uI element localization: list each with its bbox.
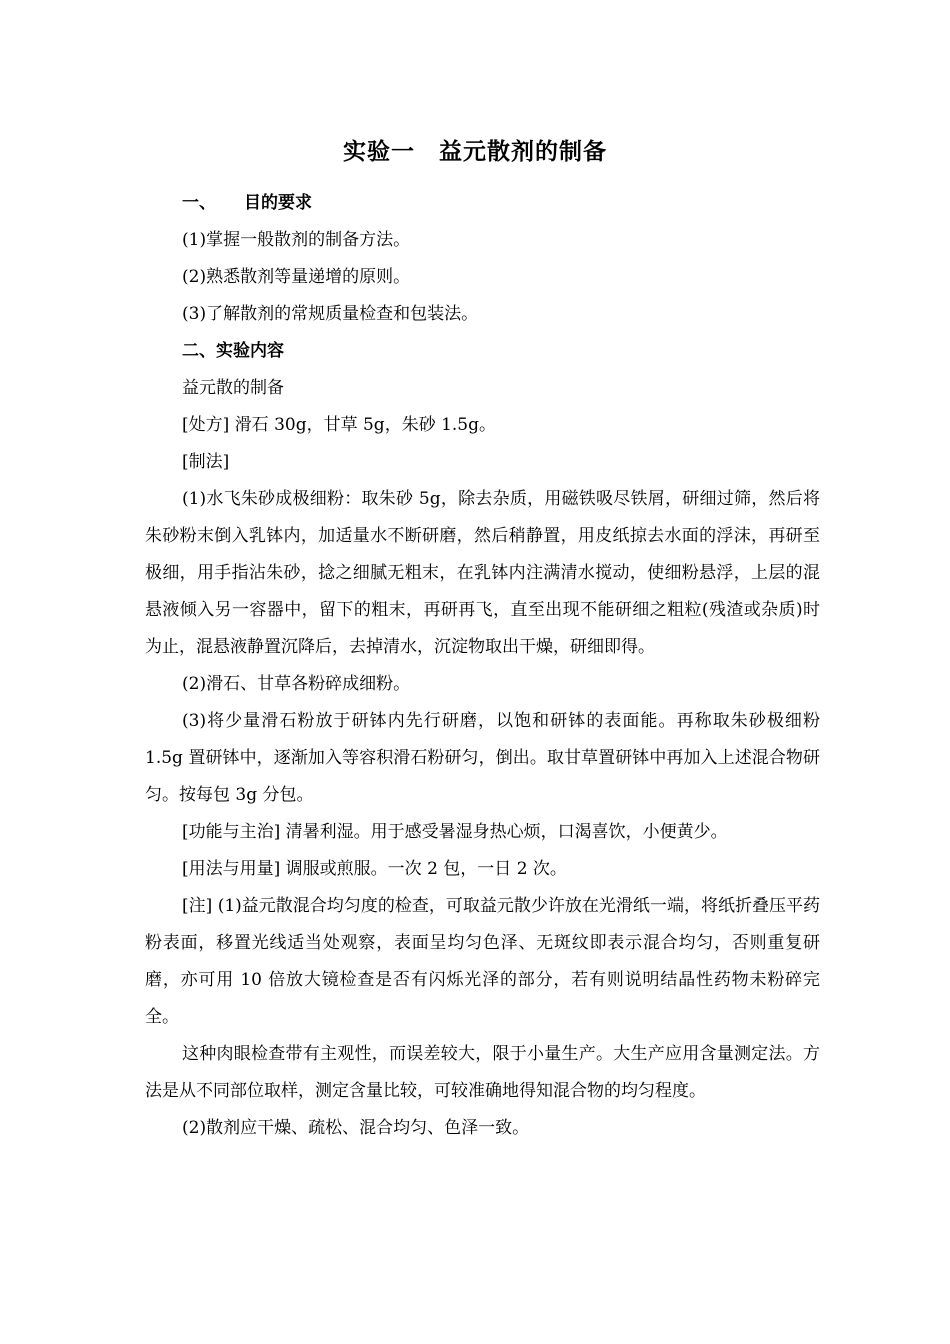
objective-item: (2)熟悉散剂等量递增的原则。 <box>182 267 411 287</box>
preparation-subtitle: 益元散的制备 <box>182 378 284 398</box>
section-heading-objectives <box>145 185 820 222</box>
note-paragraph: [注] (1)益元散混合均匀度的检查，可取益元散少许放在光滑纸一端，将纸折叠压平药粉表面，移置光线适当处观察，表面呈均匀色泽、无斑纹即表示混合均匀，否则重复研磨，亦可用 10 倍放大镜检查是否有闪烁光泽的部分，若有则说明结晶性药物未粉碎完全。 <box>145 896 820 1027</box>
objective-item: (3)了解散剂的常规质量检查和包装法。 <box>182 304 479 324</box>
method-label: [制法] <box>182 452 230 472</box>
method-step: (3)将少量滑石粉放于研钵内先行研磨，以饱和研钵的表面能。再称取朱砂极细粉 1.5g 置研钵中，逐渐加入等容积滑石粉研匀，倒出。取甘草置研钵中再加入上述混合物研匀。按每包 3g 分包。 <box>145 711 820 805</box>
function-indication: [功能与主治] 清暑利湿。用于感受暑湿身热心烦，口渴喜饮，小便黄少。 <box>182 822 728 842</box>
usage-dosage: [用法与用量] 调服或煎服。一次 2 包，一日 2 次。 <box>182 859 567 879</box>
note-paragraph: 这种肉眼检查带有主观性，而误差较大，限于小量生产。大生产应用含量测定法。方法是从不同部位取样，测定含量比较，可较准确地得知混合物的均匀程度。 <box>145 1044 820 1101</box>
prescription: [处方] 滑石 30g，甘草 5g，朱砂 1.5g。 <box>182 415 497 435</box>
method-step: (2)滑石、甘草各粉碎成细粉。 <box>182 674 411 694</box>
method-step: (1)水飞朱砂成极细粉：取朱砂 5g，除去杂质，用磁铁吸尽铁屑，研细过筛，然后将朱砂粉末倒入乳钵内，加适量水不断研磨，然后稍静置，用皮纸掠去水面的浮沫，再研至极细，用手指沾朱砂，捻之细腻无粗末，在乳钵内注满清水搅动，使细粉悬浮，上层的混悬液倾入另一容器中，留下的粗末，再研再飞，直至出现不能研细之粗粒(残渣或杂质)时为止，混悬液静置沉降后，去掉清水，沉淀物取出干燥，研细即得。 <box>145 489 820 657</box>
section-heading-content: 二、实验内容 <box>182 341 284 361</box>
objective-item: (1)掌握一般散剂的制备方法。 <box>182 230 411 250</box>
document-title: 实验一 益元散剂的制备 <box>343 139 607 165</box>
note-paragraph: (2)散剂应干燥、疏松、混合均匀、色泽一致。 <box>182 1118 530 1138</box>
section-heading-text: 目的要求 <box>244 193 312 213</box>
section-number: 一、 <box>182 193 216 213</box>
document-body <box>145 185 820 1147</box>
